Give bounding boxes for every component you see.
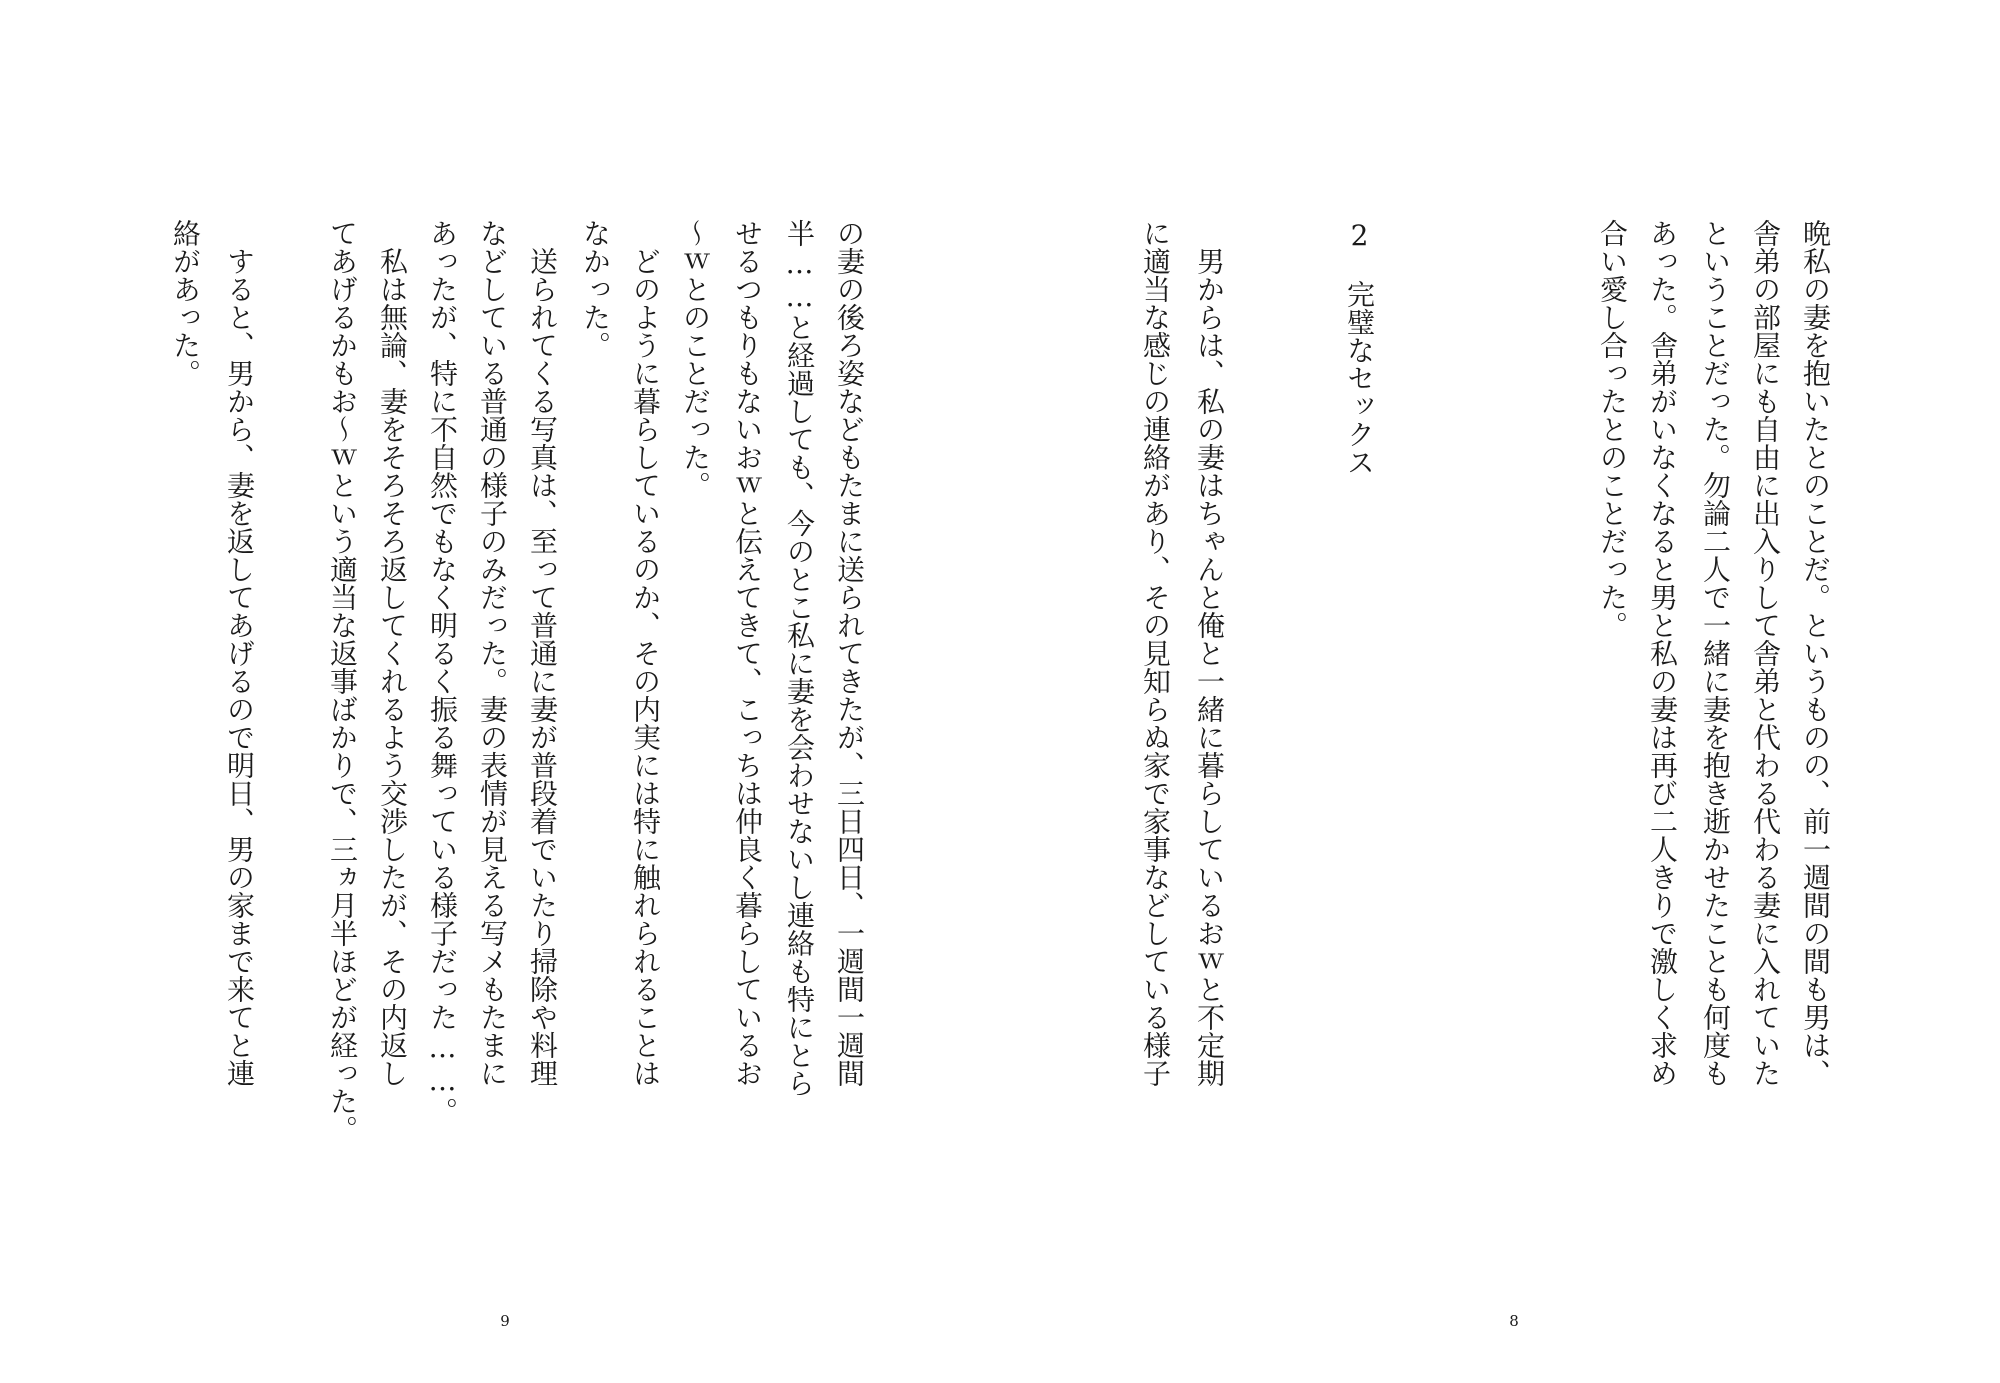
text-line: あったが、特に不自然でもなく明るく振る舞っている様子だった……。 (426, 219, 459, 1125)
text-line: 男からは、私の妻はちゃんと俺と一緒に暮らしているおｗと不定期 (1193, 219, 1226, 1087)
text-line: 舎弟の部屋にも自由に出入りして舎弟と代わる代わる妻に入れていた (1749, 219, 1782, 1087)
text-line: 晩私の妻を抱いたとのことだ。というものの、前一週間の間も男は、 (1799, 219, 1832, 1087)
text-line: あった。舎弟がいなくなると男と私の妻は再び二人きりで激しく求め (1646, 219, 1679, 1087)
text-line: ということだった。勿論二人で一緒に妻を抱き逝かせたことも何度も (1699, 219, 1732, 1087)
text-line: などしている普通の様子のみだった。妻の表情が見える写メもたまに (476, 219, 509, 1087)
text-line: なかった。 (579, 219, 612, 359)
text-line: ～ｗとのことだった。 (679, 219, 712, 499)
page-number: 9 (500, 1312, 510, 1330)
text-line: てあげるかもお～ｗという適当な返事ばかりで、三ヵ月半ほどが経った。 (326, 219, 359, 1143)
text-line: 絡があった。 (169, 219, 202, 387)
text-line: に適当な感じの連絡があり、その見知らぬ家で家事などしている様子 (1139, 219, 1172, 1087)
text-line: せるつもりもないおｗと伝えてきて、こっちは仲良く暮らしているお (731, 219, 764, 1087)
page-number: 8 (1509, 1312, 1519, 1330)
chapter-heading: 2 完璧なセックス (1343, 219, 1376, 476)
text-line: 合い愛し合ったとのことだった。 (1596, 219, 1629, 639)
right-page (1000, 0, 2000, 1383)
text-line: の妻の後ろ姿などもたまに送られてきたが、三日四日、一週間一週間 (833, 219, 866, 1087)
text-line: どのように暮らしているのか、その内実には特に触れられることは (629, 219, 662, 1087)
text-line: 半……と経過しても、今のとこ私に妻を会わせないし連絡も特にとら (783, 219, 816, 1097)
text-line: 送られてくる写真は、至って普通に妻が普段着でいたり掃除や料理 (526, 219, 559, 1087)
text-line: 私は無論、妻をそろそろ返してくれるよう交渉したが、その内返し (376, 219, 409, 1087)
text-line: すると、男から、妻を返してあげるので明日、男の家まで来てと連 (223, 219, 256, 1087)
